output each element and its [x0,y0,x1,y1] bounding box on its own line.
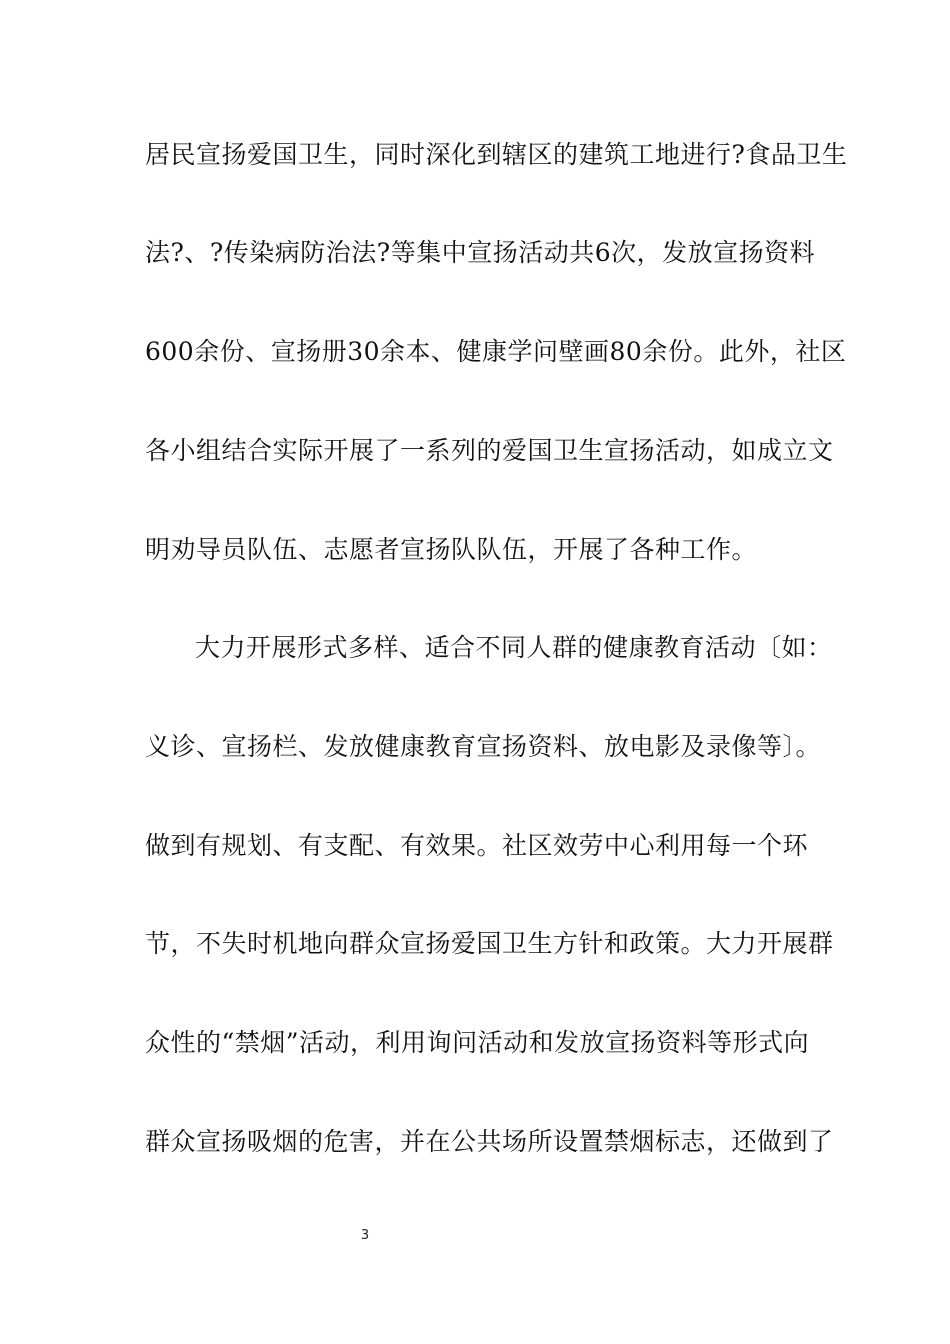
page-number: 3 [360,1228,370,1243]
paragraph-2-line-5: 众性的“禁烟”活动，利用询问活动和发放宣扬资料等形式向 [145,1028,810,1057]
paragraph-2-line-3: 做到有规划、有支配、有效果。社区效劳中心利用每一个环 [145,831,809,860]
paragraph-2-line-1: 大力开展形式多样、适合不同人群的健康教育活动〔如： [195,633,833,662]
paragraph-2-line-4: 节，不失时机地向群众宣扬爱国卫生方针和政策。大力开展群 [145,929,834,958]
paragraph-1-line-4: 各小组结合实际开展了一系列的爱国卫生宣扬活动，如成立文 [145,436,834,465]
paragraph-1-line-2: 法?、?传染病防治法?等集中宣扬活动共6次，发放宣扬资料 [145,238,816,267]
paragraph-1-line-5: 明劝导员队伍、志愿者宣扬队队伍，开展了各种工作。 [145,535,758,564]
paragraph-2-line-2: 义诊、宣扬栏、发放健康教育宣扬资料、放电影及录像等〕。 [145,732,822,761]
paragraph-1-line-1: 居民宣扬爱国卫生，同时深化到辖区的建筑工地进行?食品卫生 [145,140,848,169]
paragraph-2-line-6: 群众宣扬吸烟的危害，并在公共场所设置禁烟标志，还做到了 [145,1127,834,1156]
paragraph-1-line-3: 600余份、宣扬册30余本、健康学问壁画80余份。此外，社区 [145,337,847,366]
